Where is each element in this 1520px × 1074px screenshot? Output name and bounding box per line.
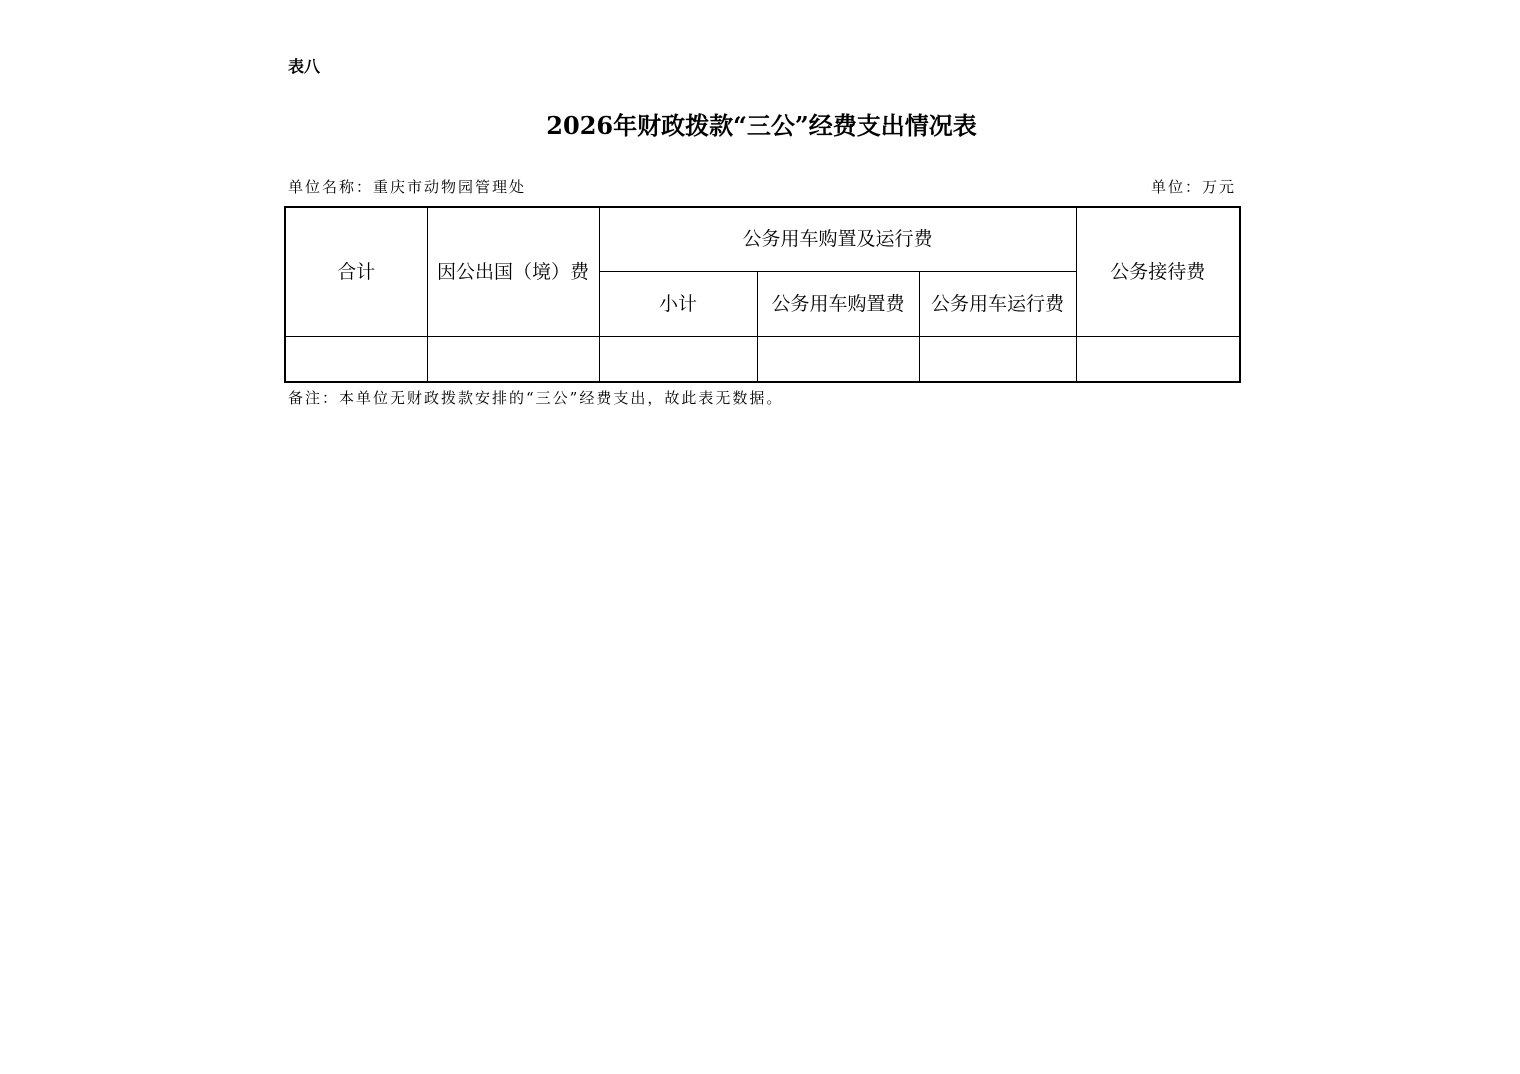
cell-vehicle-operation xyxy=(919,336,1076,382)
cell-abroad xyxy=(427,336,599,382)
expense-table xyxy=(284,206,1241,383)
header-subtotal: 小计 xyxy=(599,271,757,336)
page-title: 2026年财政拨款“三公”经费支出情况表 xyxy=(546,111,977,140)
header-row-1 xyxy=(285,207,1240,271)
unit-name: 单位名称：重庆市动物园管理处 xyxy=(288,178,527,196)
header-abroad: 因公出国（境）费 xyxy=(427,207,599,336)
cell-total xyxy=(285,336,427,382)
cell-reception xyxy=(1076,336,1240,382)
footnote: 备注：本单位无财政拨款安排的“三公”经费支出，故此表无数据。 xyxy=(288,389,784,407)
cell-subtotal xyxy=(599,336,757,382)
meta-row xyxy=(288,176,1236,197)
header-vehicle-operation: 公务用车运行费 xyxy=(919,271,1076,336)
unit-label: 单位：万元 xyxy=(1150,178,1236,196)
table-number: 表八 xyxy=(288,57,321,76)
header-vehicle-group: 公务用车购置及运行费 xyxy=(599,207,1076,271)
header-reception: 公务接待费 xyxy=(1076,207,1240,336)
header-vehicle-purchase: 公务用车购置费 xyxy=(757,271,919,336)
table-row xyxy=(285,336,1240,382)
header-total: 合计 xyxy=(285,207,427,336)
cell-vehicle-purchase xyxy=(757,336,919,382)
